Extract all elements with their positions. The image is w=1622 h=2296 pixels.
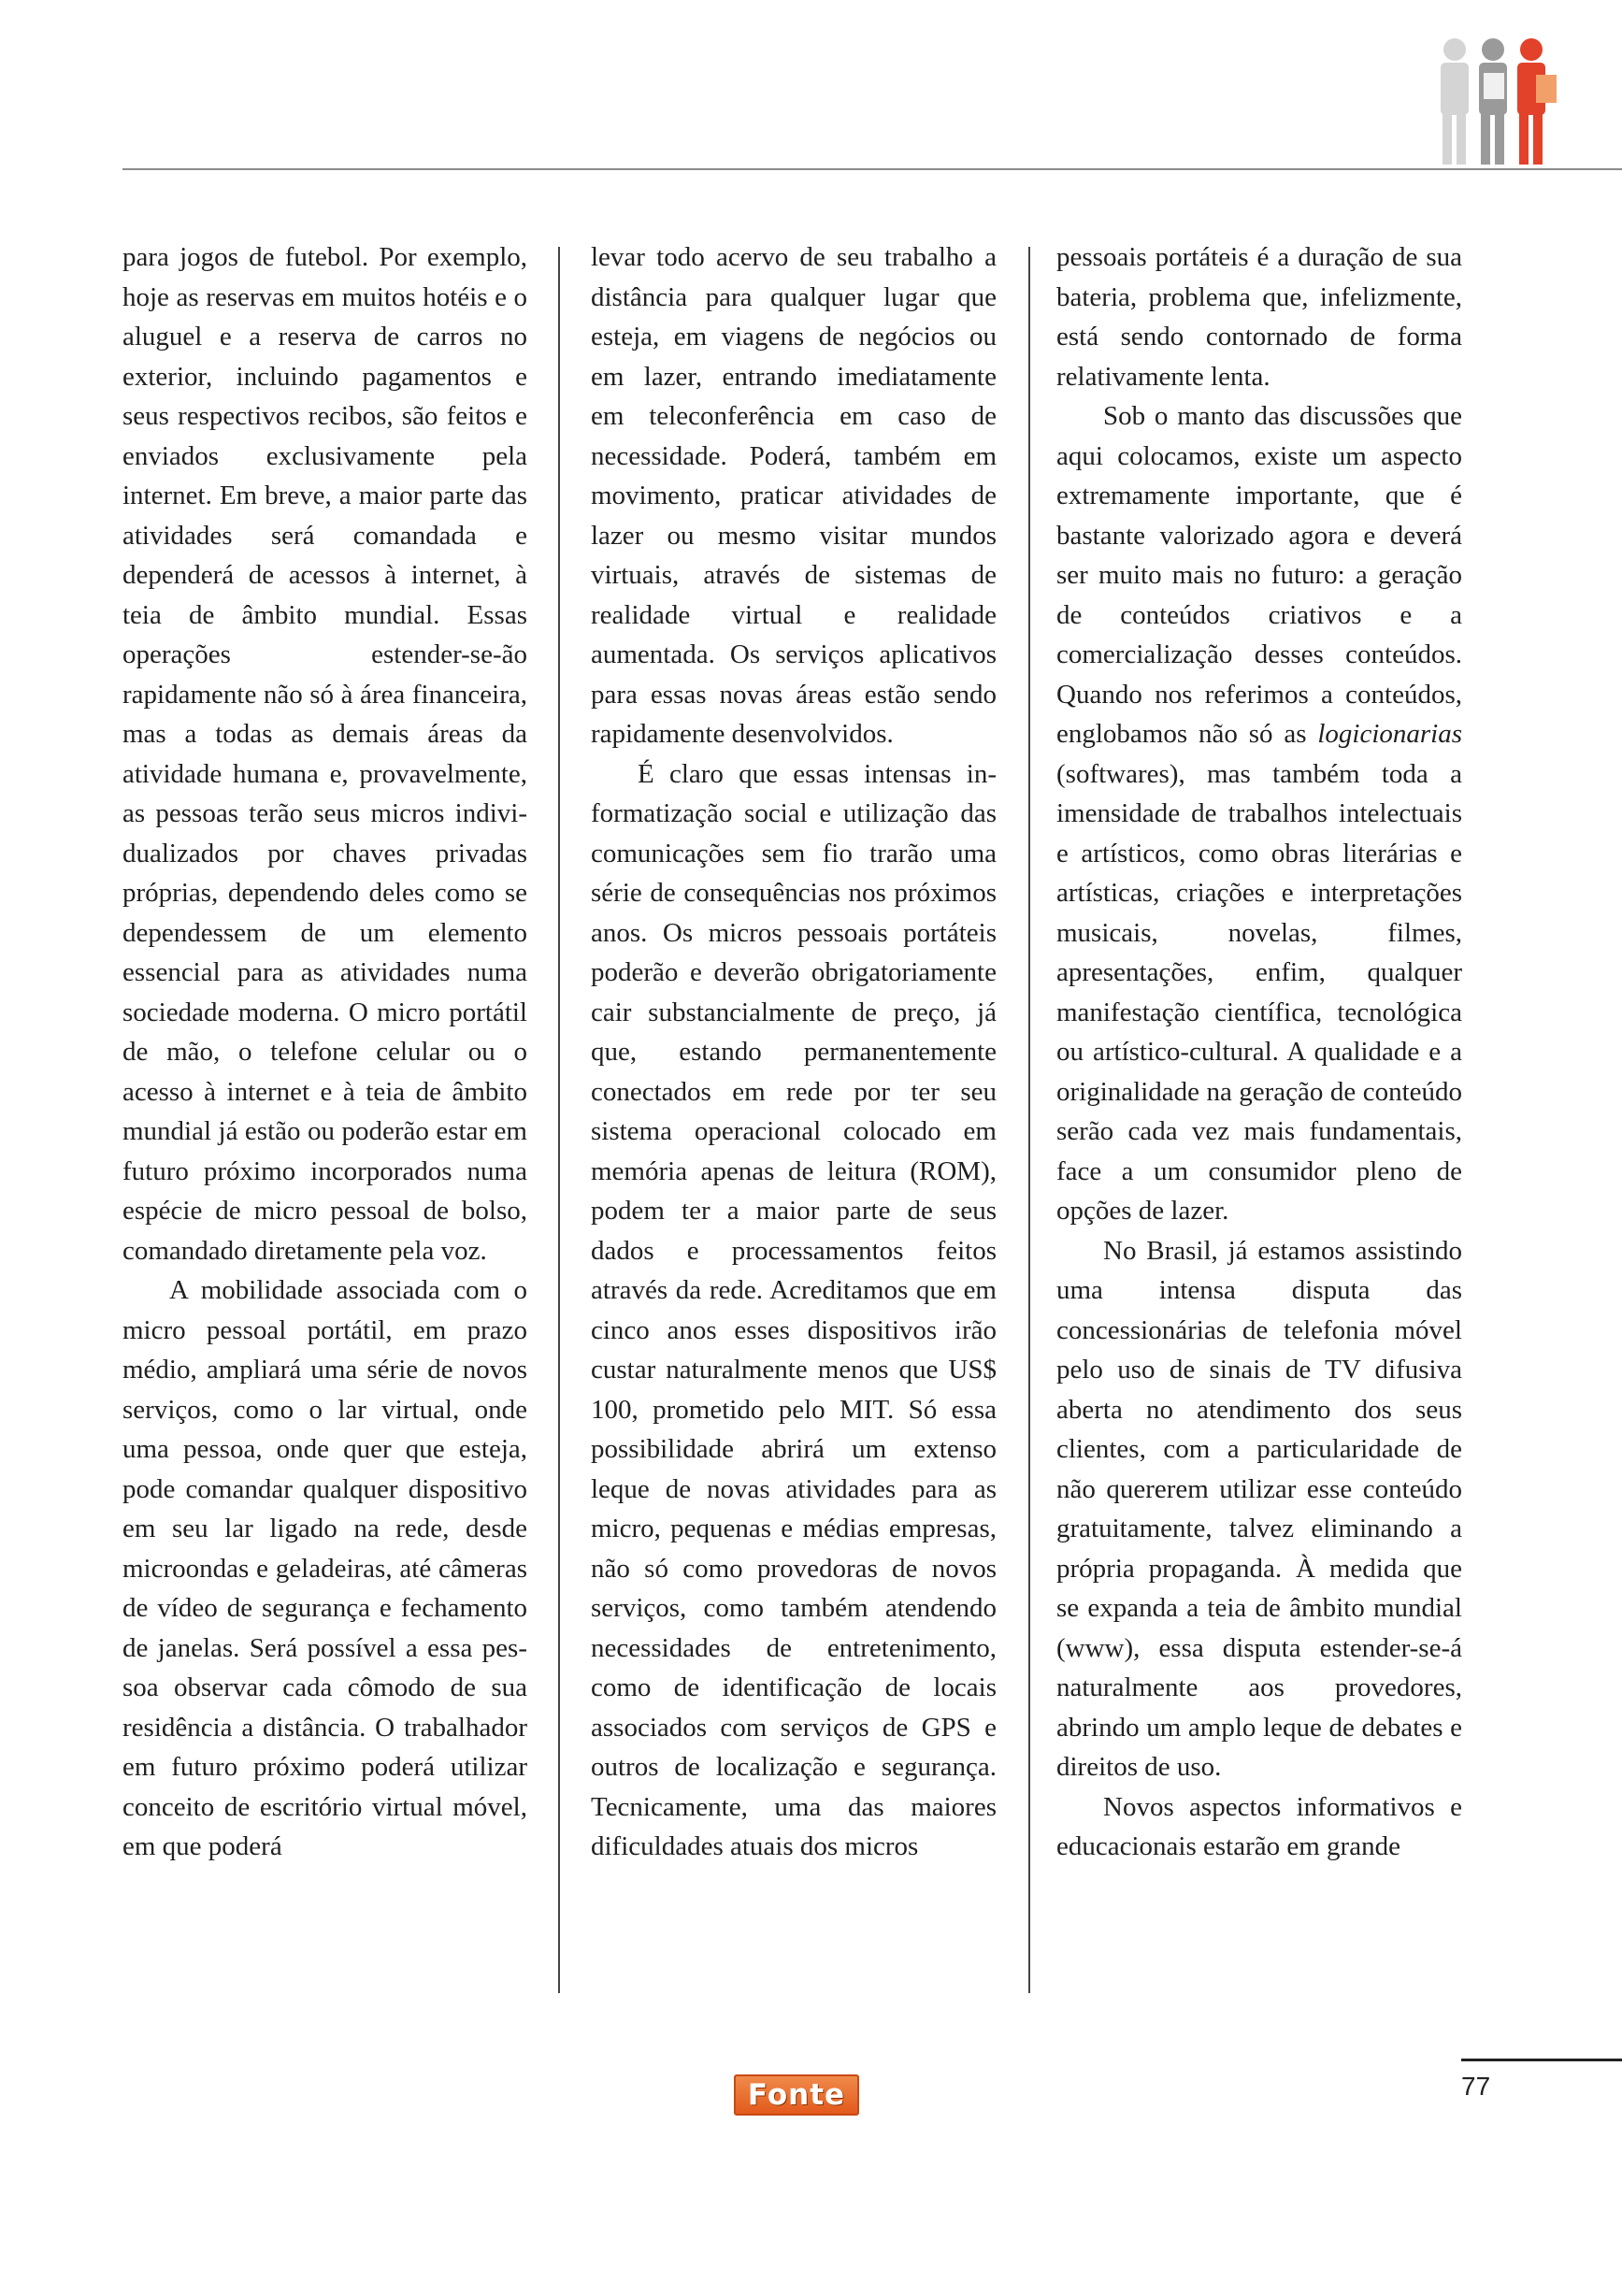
paragraph-text: para jogos de futebol. Por exemplo, hoje as reservas em muitos hotéis e o aluguel e a reserva de carros no exterior, incluindo pagamentos e seus respectivos recibos, são feitos e enviados exclusivamente pela internet. Em breve, a maior parte das atividades será comandada e dependerá de acessos à internet, à teia de âmbito mundial. Essas operações estender-se-ão rapidamente não só à área financeira, mas a todas as demais áreas da atividade humana e, provavelmente, as pessoas terão seus micros individualizados por chaves privadas próprias, dependendo deles como se dependessem de um elemento essencial para as atividades numa sociedade moderna. O micro portátil de mão, o telefone celular ou o acesso à internet e à teia de âmbito mundial já estão ou poderão estar em futuro próximo incorporados numa espécie de micro pessoal de bolso, comandado diretamente pela voz.: [122, 242, 527, 1266]
page-number: 77: [1461, 2072, 1491, 2101]
paragraph: [122, 1270, 527, 1867]
fonte-logo-badge: Fonte: [734, 2074, 859, 2116]
paragraph: [591, 237, 997, 754]
paragraph: [1056, 1787, 1462, 1867]
figure-light: [1441, 38, 1469, 165]
paragraph: [122, 237, 527, 1270]
figure-mid: [1479, 38, 1507, 165]
paragraph: [1056, 396, 1462, 1231]
text-column-3: [1056, 237, 1462, 2000]
column-divider: [1028, 247, 1030, 1993]
paragraph-text: pessoais portáteis é a duração de sua bateria, problema que, infelizmente, está sendo contornado de forma relativamente lenta.: [1056, 242, 1462, 392]
paragraph: [1056, 237, 1462, 396]
paragraph-text: Novos aspectos informativos e educacionais estarão em grande: [1056, 1791, 1462, 1861]
italic-term: logicionarias: [1317, 719, 1462, 749]
figure-accent: [1517, 38, 1557, 165]
paragraph-text: A mobilidade associada com o micro pessoal portátil, em prazo médio, ampliará uma série de novos serviços, como o lar virtual, onde uma pessoa, onde quer que esteja, pode comandar qualquer dispositivo em seu lar ligado na rede, desde microondas e geladeiras, até câmeras de vídeo de segurança e fechamento de janelas. Será possível a essa pessoa observar cada cômodo de sua residência a distância. O trabalhador em futuro próximo poderá utilizar conceito de escritório virtual móvel, em que poderá: [122, 1275, 527, 1861]
paragraph-text: levar todo acervo de seu trabalho a distância para qualquer lugar que esteja, em viagens de negócios ou em lazer, entrando imediatamente em teleconferência em caso de necessidade. Poderá, também em movimento, praticar atividades de lazer ou mesmo visitar mundos virtuais, através de sistemas de realidade virtual e realidade aumentada. Os serviços aplicativos para essas novas áreas estão sendo rapidamente desenvolvidos.: [591, 242, 997, 749]
paragraph-text: É claro que essas intensas informatização social e utilização das comunicações sem fio trarão uma série de consequências nos próximos anos. Os micros pessoais portáteis poderão e deverão obrigatoriamente cair substancialmente de preço, já que, estando permanentemente conectados em rede por ter seu sistema operacional colocado em memória apenas de leitura (ROM), podem ter a maior parte de seus dados e processamentos feitos através da rede. Acreditamos que em cinco anos esses dispositivos irão custar naturalmente menos que US$ 100, prometido pelo MIT. Só essa possibilidade abrirá um extenso leque de novas atividades para as micro, pequenas e médias empresas, não só como provedoras de novos serviços, como também atendendo necessidades de entretenimento, como de identificação de locais associados com serviços de GPS e outros de localização e segurança. Tecnicamente, uma das maiores dificuldades atuais dos micros: [591, 758, 997, 1861]
column-divider: [558, 247, 560, 1993]
people-figures-icon: [1424, 37, 1564, 168]
paragraph: [1056, 1231, 1462, 1787]
paragraph-text-continued: (softwares), mas também toda a imensidade de trabalhos intelectuais e artísticos, como obras literárias e artísticas, criações e interpretações musicais, novelas, filmes, apresentações, enfim, qualquer manifestação científica, tecnológica ou artístico-cultural. A qualidade e a originalidade na geração de conteúdo serão cada vez mais fundamentais, face a um consumidor pleno de opções de lazer.: [1056, 758, 1462, 1226]
footer-rule: [1461, 2059, 1622, 2061]
paragraph-text: No Brasil, já estamos assistindo uma intensa disputa das concessionárias de telefonia móvel pelo uso de sinais de TV difusiva aberta no atendimento dos seus clientes, com a particularidade de não quererem utilizar esse conteúdo gratuitamente, talvez eliminando a própria propaganda. À medida que se expanda a teia de âmbito mundial (www), essa disputa estender-se-á naturalmente aos provedores, abrindo um amplo leque de debates e direitos de uso.: [1056, 1235, 1462, 1782]
paragraph-text: Sob o manto das discussões que aqui colocamos, existe um aspecto extremamente importante, que é bastante valorizado agora e deverá ser muito mais no futuro: a geração de conteúdos criativos e a comercialização desses conteúdos. Quando nos referimos a conteúdos, englobamos não só as: [1056, 401, 1462, 749]
text-column-2: [591, 237, 997, 2000]
text-column-1: [122, 237, 527, 2000]
paragraph: [591, 754, 997, 1867]
header-rule: [122, 168, 1622, 170]
